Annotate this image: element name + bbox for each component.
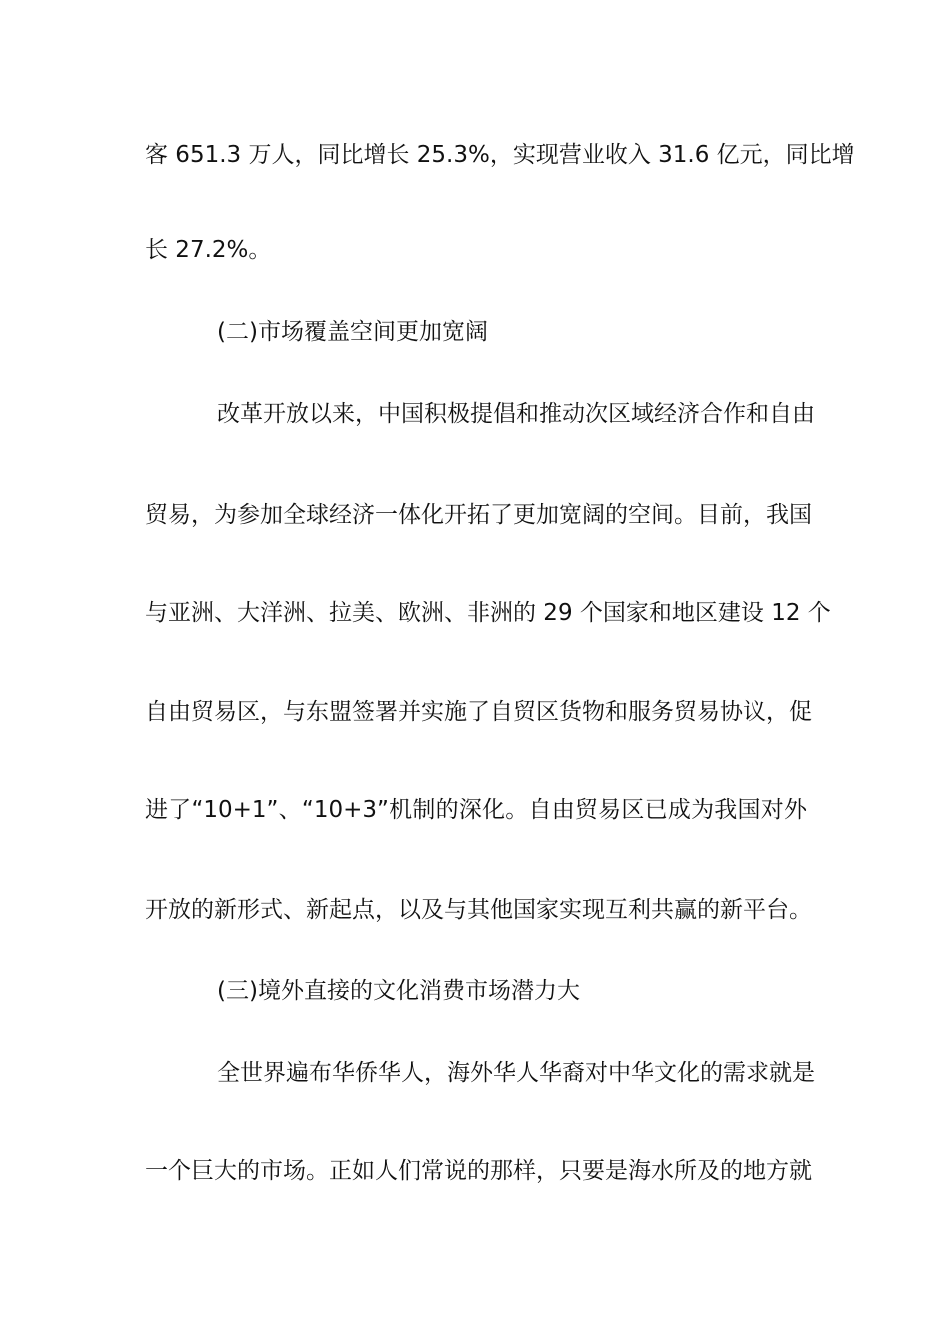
paragraph-line: 改革开放以来，中国积极提倡和推动次区域经济合作和自由 bbox=[217, 401, 815, 427]
paragraph-line: 自由贸易区，与东盟签署并实施了自贸区货物和服务贸易协议，促 bbox=[145, 699, 812, 725]
paragraph-line: 开放的新形式、新起点，以及与其他国家实现互利共赢的新平台。 bbox=[145, 897, 812, 923]
paragraph-line: 全世界遍布华侨华人，海外华人华裔对中华文化的需求就是 bbox=[217, 1060, 815, 1086]
section-heading: (三)境外直接的文化消费市场潜力大 bbox=[217, 978, 580, 1004]
paragraph-line: 客 651.3 万人，同比增长 25.3%，实现营业收入 31.6 亿元，同比增 bbox=[145, 142, 855, 168]
paragraph-line: 一个巨大的市场。正如人们常说的那样，只要是海水所及的地方就 bbox=[145, 1158, 812, 1184]
section-heading: (二)市场覆盖空间更加宽阔 bbox=[217, 319, 488, 345]
paragraph-line: 长 27.2%。 bbox=[145, 237, 272, 263]
paragraph-line: 进了“10+1”、“10+3”机制的深化。自由贸易区已成为我国对外 bbox=[145, 797, 807, 823]
paragraph-line: 与亚洲、大洋洲、拉美、欧洲、非洲的 29 个国家和地区建设 12 个 bbox=[145, 600, 831, 626]
paragraph-line: 贸易，为参加全球经济一体化开拓了更加宽阔的空间。目前，我国 bbox=[145, 502, 812, 528]
